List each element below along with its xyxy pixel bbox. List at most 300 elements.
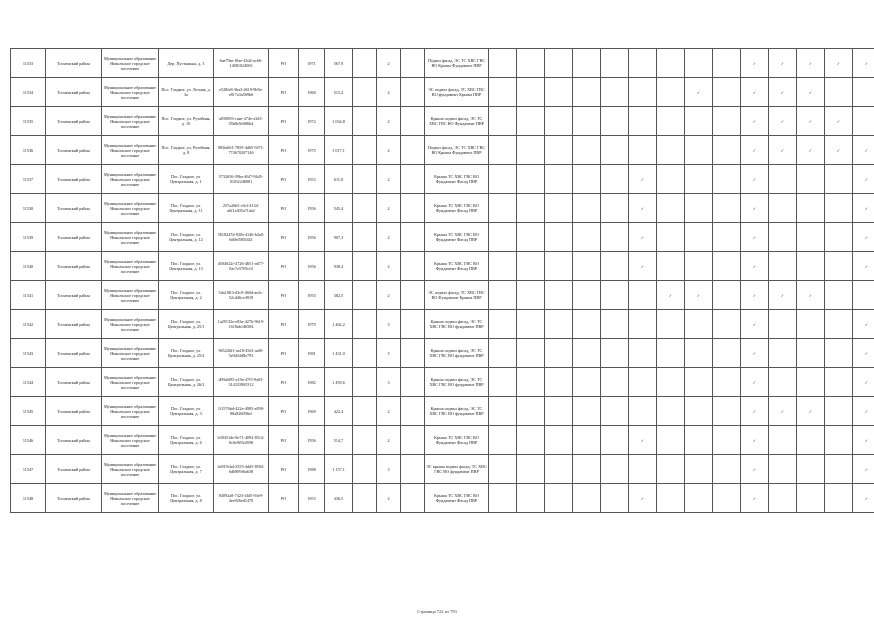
- check-mark-icon: ✓: [741, 49, 769, 78]
- municipality-cell: Муниципальное образование Никольское городское поселение: [102, 310, 159, 339]
- mark-cell: [517, 339, 545, 368]
- type-cell: РО: [269, 107, 299, 136]
- house-code-cell: 983fa661-7859-4d65-9271-774670207146: [214, 136, 269, 165]
- type-cell: РО: [269, 223, 299, 252]
- mark-cell: [517, 310, 545, 339]
- check-mark-icon: ✓: [797, 136, 825, 165]
- mark-cell: [489, 484, 517, 513]
- area-cell: 1 462,2: [325, 310, 353, 339]
- blank-cell: [401, 136, 425, 165]
- district-cell: Тосненский район: [46, 484, 102, 513]
- mark-cell: [601, 397, 629, 426]
- house-code-cell: b39451de-8e71-4092-8314-0c6e9f92d598: [214, 426, 269, 455]
- district-cell: Тосненский район: [46, 165, 102, 194]
- row-id: 11546: [11, 426, 46, 455]
- mark-cell: [601, 194, 629, 223]
- mark-cell: [573, 49, 601, 78]
- row-id: 11536: [11, 136, 46, 165]
- mark-cell: [545, 426, 573, 455]
- mark-cell: [545, 339, 573, 368]
- works-cell: ЭС подвал фасад, ТС ХВС ГВС ВО фундамент Крыша ПВР: [425, 78, 489, 107]
- check-mark-icon: ✓: [797, 397, 825, 426]
- mark-cell: [601, 78, 629, 107]
- mark-cell: [545, 484, 573, 513]
- mark-cell: [825, 223, 853, 252]
- works-cell: ЭС крыша подвал фасад, ТС ХВС ГВС ВО фундамент ПВР: [425, 455, 489, 484]
- house-code-cell: a050893-caae-474e-a3d3-05b8e9e686b4: [214, 107, 269, 136]
- check-mark-icon: ✓: [853, 455, 874, 484]
- blank-cell: [353, 397, 377, 426]
- district-cell: Тосненский район: [46, 49, 102, 78]
- mark-cell: [517, 455, 545, 484]
- check-mark-icon: ✓: [825, 136, 853, 165]
- house-code-cell: 5da1f8f3-d3c9-460d-ae2c-52cd46ce4918: [214, 281, 269, 310]
- mark-cell: [573, 484, 601, 513]
- works-cell: Крыша подвал фасад, ЭС ТС ХВС ГВС ВО фундамент ПВР: [425, 339, 489, 368]
- blank-cell: [353, 165, 377, 194]
- check-mark-icon: ✓: [629, 252, 657, 281]
- mark-cell: [685, 339, 713, 368]
- district-cell: Тосненский район: [46, 107, 102, 136]
- mark-cell: [489, 368, 517, 397]
- row-id: 11547: [11, 455, 46, 484]
- floors-cell: 2: [377, 49, 401, 78]
- mark-cell: [685, 223, 713, 252]
- blank-cell: [353, 484, 377, 513]
- mark-cell: [545, 49, 573, 78]
- check-mark-icon: ✓: [629, 426, 657, 455]
- works-cell: Крыша подвал фасад, ЭС ТС ХВС ГВС ВО фундамент ПВР: [425, 397, 489, 426]
- check-mark-icon: ✓: [741, 397, 769, 426]
- mark-cell: [713, 397, 741, 426]
- mark-cell: [797, 426, 825, 455]
- mark-cell: [713, 339, 741, 368]
- address-cell: Пос. Гладкое, ул. Центральная, д. 25/1: [159, 310, 214, 339]
- mark-cell: [489, 339, 517, 368]
- district-cell: Тосненский район: [46, 252, 102, 281]
- check-mark-icon: ✓: [685, 281, 713, 310]
- mark-cell: [769, 368, 797, 397]
- year-cell: 1981: [299, 339, 325, 368]
- floors-cell: 2: [377, 136, 401, 165]
- mark-cell: [601, 455, 629, 484]
- blank-cell: [353, 368, 377, 397]
- mark-cell: [489, 310, 517, 339]
- blank-cell: [353, 107, 377, 136]
- mark-cell: [825, 281, 853, 310]
- area-cell: 515,2: [325, 78, 353, 107]
- mark-cell: [601, 484, 629, 513]
- mark-cell: [573, 78, 601, 107]
- mark-cell: [545, 194, 573, 223]
- year-cell: 1953: [299, 484, 325, 513]
- mark-cell: [517, 165, 545, 194]
- mark-cell: [685, 165, 713, 194]
- mark-cell: [825, 484, 853, 513]
- mark-cell: [629, 397, 657, 426]
- check-mark-icon: ✓: [797, 49, 825, 78]
- blank-cell: [353, 426, 377, 455]
- mark-cell: [713, 252, 741, 281]
- mark-cell: [545, 310, 573, 339]
- works-cell: Крыша ТС ХВС ГВС ВО Фундамент Фасад ПВР: [425, 484, 489, 513]
- district-cell: Тосненский район: [46, 136, 102, 165]
- floors-cell: 2: [377, 426, 401, 455]
- mark-cell: [601, 49, 629, 78]
- table-row: [11, 484, 874, 513]
- mark-cell: [517, 252, 545, 281]
- mark-cell: [685, 252, 713, 281]
- address-cell: Дер. Пустынька, д. 3: [159, 49, 214, 78]
- floors-cell: 2: [377, 397, 401, 426]
- municipality-cell: Муниципальное образование Никольское городское поселение: [102, 281, 159, 310]
- mark-cell: [713, 223, 741, 252]
- check-mark-icon: ✓: [741, 136, 769, 165]
- floors-cell: 3: [377, 368, 401, 397]
- mark-cell: [825, 426, 853, 455]
- municipality-cell: Муниципальное образование Никольское городское поселение: [102, 455, 159, 484]
- row-id: 11544: [11, 368, 46, 397]
- row-id: 11545: [11, 397, 46, 426]
- municipality-cell: Муниципальное образование Никольское городское поселение: [102, 78, 159, 107]
- type-cell: РО: [269, 368, 299, 397]
- blank-cell: [401, 281, 425, 310]
- type-cell: РО: [269, 49, 299, 78]
- house-code-cell: 965226f1-aa18-45d1-aa8f-5e0d34d8e793: [214, 339, 269, 368]
- address-cell: Пос. Гладкое, ул. Центральная, д. 11: [159, 194, 214, 223]
- check-mark-icon: ✓: [797, 78, 825, 107]
- blank-cell: [401, 455, 425, 484]
- floors-cell: 2: [377, 281, 401, 310]
- check-mark-icon: ✓: [853, 339, 874, 368]
- table-row: [11, 223, 874, 252]
- mark-cell: [489, 426, 517, 455]
- year-cell: 1956: [299, 426, 325, 455]
- mark-cell: [517, 426, 545, 455]
- mark-cell: [601, 426, 629, 455]
- mark-cell: [713, 165, 741, 194]
- mark-cell: [545, 455, 573, 484]
- check-mark-icon: ✓: [629, 194, 657, 223]
- year-cell: 1988: [299, 455, 325, 484]
- mark-cell: [769, 165, 797, 194]
- mark-cell: [657, 194, 685, 223]
- blank-cell: [401, 252, 425, 281]
- mark-cell: [489, 165, 517, 194]
- page-number: Страница 722 из 793: [417, 609, 457, 614]
- blank-cell: [401, 194, 425, 223]
- municipality-cell: Муниципальное образование Никольское городское поселение: [102, 136, 159, 165]
- mark-cell: [685, 194, 713, 223]
- address-cell: Пос. Гладкое, ул. Центральная, д. 6: [159, 426, 214, 455]
- check-mark-icon: ✓: [741, 281, 769, 310]
- address-cell: Пос. Гладкое, ул. Ручейная, д. 8: [159, 136, 214, 165]
- mark-cell: [489, 455, 517, 484]
- table-row: [11, 426, 874, 455]
- mark-cell: [657, 426, 685, 455]
- check-mark-icon: ✓: [629, 484, 657, 513]
- mark-cell: [573, 136, 601, 165]
- check-mark-icon: ✓: [825, 49, 853, 78]
- mark-cell: [601, 339, 629, 368]
- row-id: 11533: [11, 49, 46, 78]
- mark-cell: [517, 223, 545, 252]
- table-row: [11, 252, 874, 281]
- area-cell: 611,8: [325, 165, 353, 194]
- district-cell: Тосненский район: [46, 281, 102, 310]
- year-cell: 1960: [299, 78, 325, 107]
- mark-cell: [573, 281, 601, 310]
- mark-cell: [685, 455, 713, 484]
- blank-cell: [401, 397, 425, 426]
- mark-cell: [517, 107, 545, 136]
- municipality-cell: Муниципальное образование Никольское городское поселение: [102, 194, 159, 223]
- mark-cell: [825, 397, 853, 426]
- row-id: 11538: [11, 194, 46, 223]
- mark-cell: [489, 223, 517, 252]
- blank-cell: [401, 49, 425, 78]
- floors-cell: 2: [377, 194, 401, 223]
- mark-cell: [713, 368, 741, 397]
- check-mark-icon: ✓: [741, 107, 769, 136]
- check-mark-icon: ✓: [853, 426, 874, 455]
- mark-cell: [657, 252, 685, 281]
- mark-cell: [601, 252, 629, 281]
- blank-cell: [401, 78, 425, 107]
- table-row: [11, 107, 874, 136]
- mark-cell: [797, 223, 825, 252]
- house-code-cell: d09a6f93-a19a-47f5-9a03-314333965312: [214, 368, 269, 397]
- blank-cell: [353, 252, 377, 281]
- mark-cell: [825, 455, 853, 484]
- mark-cell: [853, 107, 874, 136]
- year-cell: 1956: [299, 252, 325, 281]
- address-cell: Пос. Гладкое, ул. Центральная, д. 7: [159, 455, 214, 484]
- check-mark-icon: ✓: [741, 165, 769, 194]
- area-cell: 938,4: [325, 252, 353, 281]
- year-cell: 1979: [299, 310, 325, 339]
- works-cell: Крыша подвал фасад, ЭС ТС ХВС ГВС ВО фундамент ПВР: [425, 310, 489, 339]
- mark-cell: [517, 397, 545, 426]
- mark-cell: [713, 426, 741, 455]
- floors-cell: 3: [377, 310, 401, 339]
- mark-cell: [797, 165, 825, 194]
- check-mark-icon: ✓: [853, 136, 874, 165]
- area-cell: 422,4: [325, 397, 353, 426]
- municipality-cell: Муниципальное образование Никольское городское поселение: [102, 339, 159, 368]
- year-cell: 1969: [299, 397, 325, 426]
- house-code-cell: 1a29132e-e83a-427b-9b19-1618ab1d6584: [214, 310, 269, 339]
- type-cell: РО: [269, 484, 299, 513]
- blank-cell: [353, 223, 377, 252]
- works-cell: Крыша подвал фасад, ЭС ТС ХВС ГВС ВО Фундамент ПВР: [425, 107, 489, 136]
- works-cell: Крыша подвал фасад, ЭС ТС ХВС ГВС ВО фундамент ПВР: [425, 368, 489, 397]
- address-cell: Пос. Гладкое, ул. Центральная, д. 2: [159, 281, 214, 310]
- mark-cell: [769, 426, 797, 455]
- mark-cell: [713, 455, 741, 484]
- blank-cell: [401, 426, 425, 455]
- mark-cell: [825, 368, 853, 397]
- type-cell: РО: [269, 136, 299, 165]
- mark-cell: [517, 136, 545, 165]
- mark-cell: [489, 281, 517, 310]
- municipality-cell: Муниципальное образование Никольское городское поселение: [102, 49, 159, 78]
- mark-cell: [825, 339, 853, 368]
- mark-cell: [601, 223, 629, 252]
- mark-cell: [545, 78, 573, 107]
- mark-cell: [657, 484, 685, 513]
- mark-cell: [713, 49, 741, 78]
- blank-cell: [401, 223, 425, 252]
- check-mark-icon: ✓: [769, 397, 797, 426]
- mark-cell: [853, 281, 874, 310]
- floors-cell: 2: [377, 484, 401, 513]
- mark-cell: [713, 107, 741, 136]
- district-cell: Тосненский район: [46, 310, 102, 339]
- mark-cell: [797, 339, 825, 368]
- address-cell: Пос. Гладкое, ул. Центральная, д. 3: [159, 397, 214, 426]
- check-mark-icon: ✓: [741, 78, 769, 107]
- mark-cell: [825, 310, 853, 339]
- district-cell: Тосненский район: [46, 339, 102, 368]
- district-cell: Тосненский район: [46, 368, 102, 397]
- mark-cell: [545, 223, 573, 252]
- check-mark-icon: ✓: [769, 49, 797, 78]
- mark-cell: [713, 78, 741, 107]
- house-code-cell: 84092a8-7423-4fd5-93e9-4ee926ed1470: [214, 484, 269, 513]
- year-cell: 1953: [299, 281, 325, 310]
- municipality-cell: Муниципальное образование Никольское городское поселение: [102, 368, 159, 397]
- works-cell: ЭС подвал фасад, ТС ХВС ГВС ВО Фундамент Крыша ПВР: [425, 281, 489, 310]
- mark-cell: [713, 136, 741, 165]
- mark-cell: [629, 107, 657, 136]
- district-cell: Тосненский район: [46, 397, 102, 426]
- blank-cell: [401, 339, 425, 368]
- type-cell: РО: [269, 252, 299, 281]
- mark-cell: [489, 78, 517, 107]
- municipality-cell: Муниципальное образование Никольское городское поселение: [102, 252, 159, 281]
- area-cell: 907,3: [325, 223, 353, 252]
- mark-cell: [517, 78, 545, 107]
- mark-cell: [853, 78, 874, 107]
- blank-cell: [353, 49, 377, 78]
- floors-cell: 2: [377, 165, 401, 194]
- table-row: [11, 455, 874, 484]
- check-mark-icon: ✓: [769, 136, 797, 165]
- blank-cell: [353, 281, 377, 310]
- district-cell: Тосненский район: [46, 194, 102, 223]
- mark-cell: [825, 252, 853, 281]
- mark-cell: [657, 339, 685, 368]
- blank-cell: [353, 455, 377, 484]
- mark-cell: [573, 368, 601, 397]
- works-cell: Крыша ТС ХВС ГВС ВО Фундамент Фасад ПВР: [425, 223, 489, 252]
- table-body: [11, 49, 874, 513]
- address-cell: Пос. Гладкое, ул. Центральная, д. 12: [159, 223, 214, 252]
- mark-cell: [685, 426, 713, 455]
- mark-cell: [769, 484, 797, 513]
- municipality-cell: Муниципальное образование Никольское городское поселение: [102, 484, 159, 513]
- mark-cell: [769, 223, 797, 252]
- mark-cell: [713, 194, 741, 223]
- table-row: [11, 194, 874, 223]
- type-cell: РО: [269, 397, 299, 426]
- house-code-cell: 6aa79ae-f9ae-43d2-ac66-14081024063: [214, 49, 269, 78]
- mark-cell: [685, 107, 713, 136]
- mark-cell: [517, 484, 545, 513]
- district-cell: Тосненский район: [46, 426, 102, 455]
- house-code-cell: 5618247d-92fb-4146-b4a0-6d0ef585f441: [214, 223, 269, 252]
- mark-cell: [573, 107, 601, 136]
- check-mark-icon: ✓: [657, 281, 685, 310]
- mark-cell: [685, 310, 713, 339]
- table-row: [11, 397, 874, 426]
- check-mark-icon: ✓: [741, 484, 769, 513]
- mark-cell: [545, 397, 573, 426]
- type-cell: РО: [269, 281, 299, 310]
- address-cell: Пос. Гладкое, ул. Ручейная, д. 10: [159, 107, 214, 136]
- house-code-cell: 4e819cbd-2555-4dd5-8504-6db909f6a638: [214, 455, 269, 484]
- mark-cell: [629, 339, 657, 368]
- blank-cell: [353, 339, 377, 368]
- check-mark-icon: ✓: [797, 281, 825, 310]
- area-cell: 545,4: [325, 194, 353, 223]
- mark-cell: [657, 165, 685, 194]
- mark-cell: [713, 310, 741, 339]
- housing-registry-table: [10, 48, 874, 513]
- table-row: [11, 136, 874, 165]
- mark-cell: [825, 165, 853, 194]
- house-code-cell: 1f1576bd-422e-4985-a958-88a826096ef: [214, 397, 269, 426]
- mark-cell: [545, 252, 573, 281]
- table-row: [11, 165, 874, 194]
- area-cell: 1 431,0: [325, 339, 353, 368]
- mark-cell: [517, 49, 545, 78]
- house-code-cell: 257a26b5-c0cf-4134-a6f1a305a71ab2: [214, 194, 269, 223]
- table-row: [11, 281, 874, 310]
- row-id: 11539: [11, 223, 46, 252]
- type-cell: РО: [269, 455, 299, 484]
- floors-cell: 2: [377, 252, 401, 281]
- mark-cell: [825, 194, 853, 223]
- table-row: [11, 368, 874, 397]
- mark-cell: [489, 194, 517, 223]
- mark-cell: [545, 165, 573, 194]
- check-mark-icon: ✓: [853, 194, 874, 223]
- mark-cell: [797, 310, 825, 339]
- check-mark-icon: ✓: [853, 49, 874, 78]
- mark-cell: [657, 223, 685, 252]
- mark-cell: [573, 310, 601, 339]
- mark-cell: [517, 194, 545, 223]
- year-cell: 1982: [299, 368, 325, 397]
- check-mark-icon: ✓: [741, 339, 769, 368]
- year-cell: 1975: [299, 136, 325, 165]
- mark-cell: [489, 49, 517, 78]
- municipality-cell: Муниципальное образование Никольское городское поселение: [102, 107, 159, 136]
- check-mark-icon: ✓: [769, 78, 797, 107]
- check-mark-icon: ✓: [853, 484, 874, 513]
- address-cell: Пос. Гладкое, ул. Лесная, д. 3а: [159, 78, 214, 107]
- check-mark-icon: ✓: [629, 223, 657, 252]
- mark-cell: [685, 397, 713, 426]
- area-cell: 382,5: [325, 281, 353, 310]
- row-id: 11534: [11, 78, 46, 107]
- mark-cell: [545, 368, 573, 397]
- mark-cell: [545, 281, 573, 310]
- mark-cell: [797, 455, 825, 484]
- mark-cell: [545, 107, 573, 136]
